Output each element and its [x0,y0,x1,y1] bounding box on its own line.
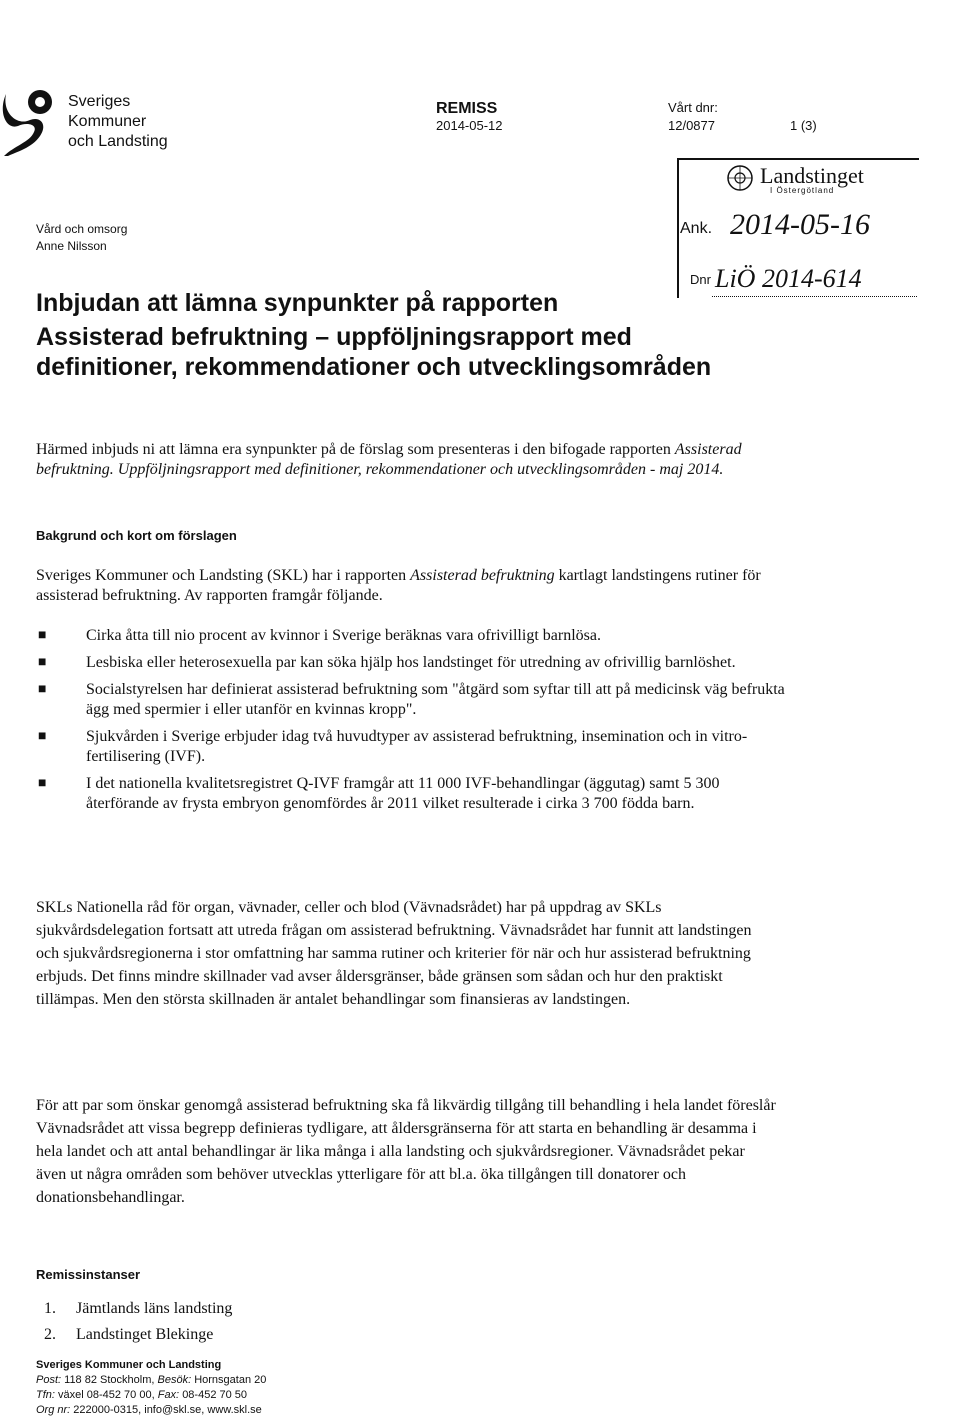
council-paragraph: SKLs Nationella råd för organ, vävnader, celler och blod (Vävnadsrådet) har på uppdrag av SKLs sjukvårdsdelegation fortsatt att utreda frågan om assisterad befruktning. Vävnadsrådet har funnit att landstingen och sjukvårdsregionerna i stor omfattning har samma rutiner och kriterier för när och hur assisterad befruktning erbjuds. Det finns mindre skillnader vad avser åldersgränser, både gränsen som sådan och hur den praktiskt tillämpas. Men den största skillnaden är antalet behandlingar som finansieras av landstingen. [36,899,752,1008]
intro-paragraph [36,440,796,480]
background-report-title: Assisterad befruktning [410,567,555,584]
list-item-text: Socialstyrelsen har definierat assisterad befruktning som "åtgärd som syftar till att på medicinsk väg befrukta ägg med spermier i eller utanför en kvinnas kropp". [86,681,785,718]
landstinget-logo-icon [725,163,755,193]
footer-visit-label: Besök: [157,1374,192,1386]
background-text-start: Sveriges Kommuner och Landsting (SKL) har i rapporten [36,567,411,584]
footer-phone: växel 08-452 70 00, [58,1389,155,1401]
footer-address-line [36,1373,266,1388]
footer-org: Sveriges Kommuner och Landsting [36,1359,222,1371]
skl-logo-icon [0,86,62,156]
footer-fax-label: Fax: [157,1389,180,1401]
stamp-title: Landstinget [760,163,864,188]
bullet-icon: ■ [38,682,47,697]
stamp-dnr-label: Dnr [690,272,711,287]
footer-orgnr: 222000-0315, info@skl.se, www.skl.se [73,1404,262,1416]
bullet-icon: ■ [38,729,47,744]
footer-orgnr-label: Org nr: [36,1404,71,1416]
document-type: REMISS [436,100,498,117]
bullet-icon: ■ [38,776,47,791]
list-item-text: Sjukvården i Sverige erbjuder idag två huvudtyper av assisterad befruktning, insemination och in vitro-fertilisering (IVF). [86,728,748,765]
list-item-number: 2. [44,1326,56,1343]
proposal-paragraph: För att par som önskar genomgå assisterad befruktning ska få likvärdig tillgång till behandling i hela landet föreslår Vävnadsrådet att vissa begrepp definieras tydligare, att åldersgränserna för att starta en behandling är desamma i hela landet och att antal behandlingar är lika många i alla landsting och sjukvårdsregioner. Vävnadsrådet pekar även ut några områden som behöver utvecklas ytterligare för att bl.a. öka tillgången till donatorer och donationsbehandlingar. [36,1097,776,1206]
bullet-icon: ■ [38,628,47,643]
list-item [36,626,796,646]
footer-orgnr-line [36,1403,266,1418]
footer-phone-line [36,1388,266,1403]
document-title-line2: Assisterad befruktning – uppföljningsrapport med definitioner, rekommendationer och utvecklingsområden [36,323,712,381]
org-name-line: och Landsting [68,133,168,150]
background-text-end: kartlagt landstingens rutiner för assisterad befruktning. Av rapporten framgår följande. [36,567,761,604]
footer-visit: Hornsgatan 20 [194,1374,267,1386]
findings-list [36,626,796,821]
org-name-line: Kommuner [68,113,147,130]
reference-number: 12/0877 [668,118,715,133]
list-item-text: I det nationella kvalitetsregistret Q-IVF framgår att 11 000 IVF-behandlingar (äggutag) samt 5 300 återförande av frysta embryon genomfördes år 2011 vilket resulterade i cirka 3 700 födda barn. [86,775,720,812]
page-number: 1 (3) [790,118,817,133]
list-item [36,653,796,673]
document-title-line1: Inbjudan att lämna synpunkter på rapporten [36,289,559,317]
footer-post-label: Post: [36,1374,62,1386]
stamp-ank-handwritten: 2014-05-16 [730,208,870,241]
footer-fax: 08-452 70 50 [182,1389,248,1401]
stamp-subtitle: I Östergötland [770,186,835,195]
list-item [44,1296,232,1322]
consultation-bodies-list [44,1296,232,1348]
stamp-ank-label: Ank. [680,220,713,237]
list-item-label: Jämtlands läns landsting [76,1300,233,1317]
bullet-icon: ■ [38,655,47,670]
list-item [44,1322,232,1348]
stamp-dnr-handwritten: LiÖ 2014-614 [715,264,862,293]
list-item [36,680,796,720]
intro-text: Härmed inbjuds ni att lämna era synpunkter på de förslag som presenteras i den bifogade rapporten [36,441,675,458]
background-paragraph [36,566,776,606]
org-name [68,92,168,152]
footer-contact [36,1358,266,1418]
list-item-number: 1. [44,1300,56,1317]
org-name-line: Sveriges [68,93,131,110]
list-item-text: Lesbiska eller heterosexuella par kan söka hjälp hos landstinget för utredning av ofrivillig barnlöshet. [86,654,736,671]
footer-phone-label: Tfn: [36,1389,55,1401]
sender-author: Anne Nilsson [36,239,107,253]
background-heading: Bakgrund och kort om förslagen [36,528,237,543]
consultation-bodies-heading: Remissinstanser [36,1267,141,1282]
reference-label: Vårt dnr: [668,100,718,115]
document-date: 2014-05-12 [436,118,503,133]
intro-report-title: Assisterad befruktning. Uppföljningsrapport med definitioner, rekommendationer och utvecklingsområden - maj 2014. [36,441,742,478]
sender-department: Vård och omsorg [36,222,128,236]
footer-post: 118 82 Stockholm, [64,1374,155,1386]
list-item-text: Cirka åtta till nio procent av kvinnor i Sverige beräknas vara ofrivilligt barnlösa. [86,627,601,644]
list-item [36,774,796,814]
list-item-label: Landstinget Blekinge [76,1326,214,1343]
list-item [36,727,796,767]
